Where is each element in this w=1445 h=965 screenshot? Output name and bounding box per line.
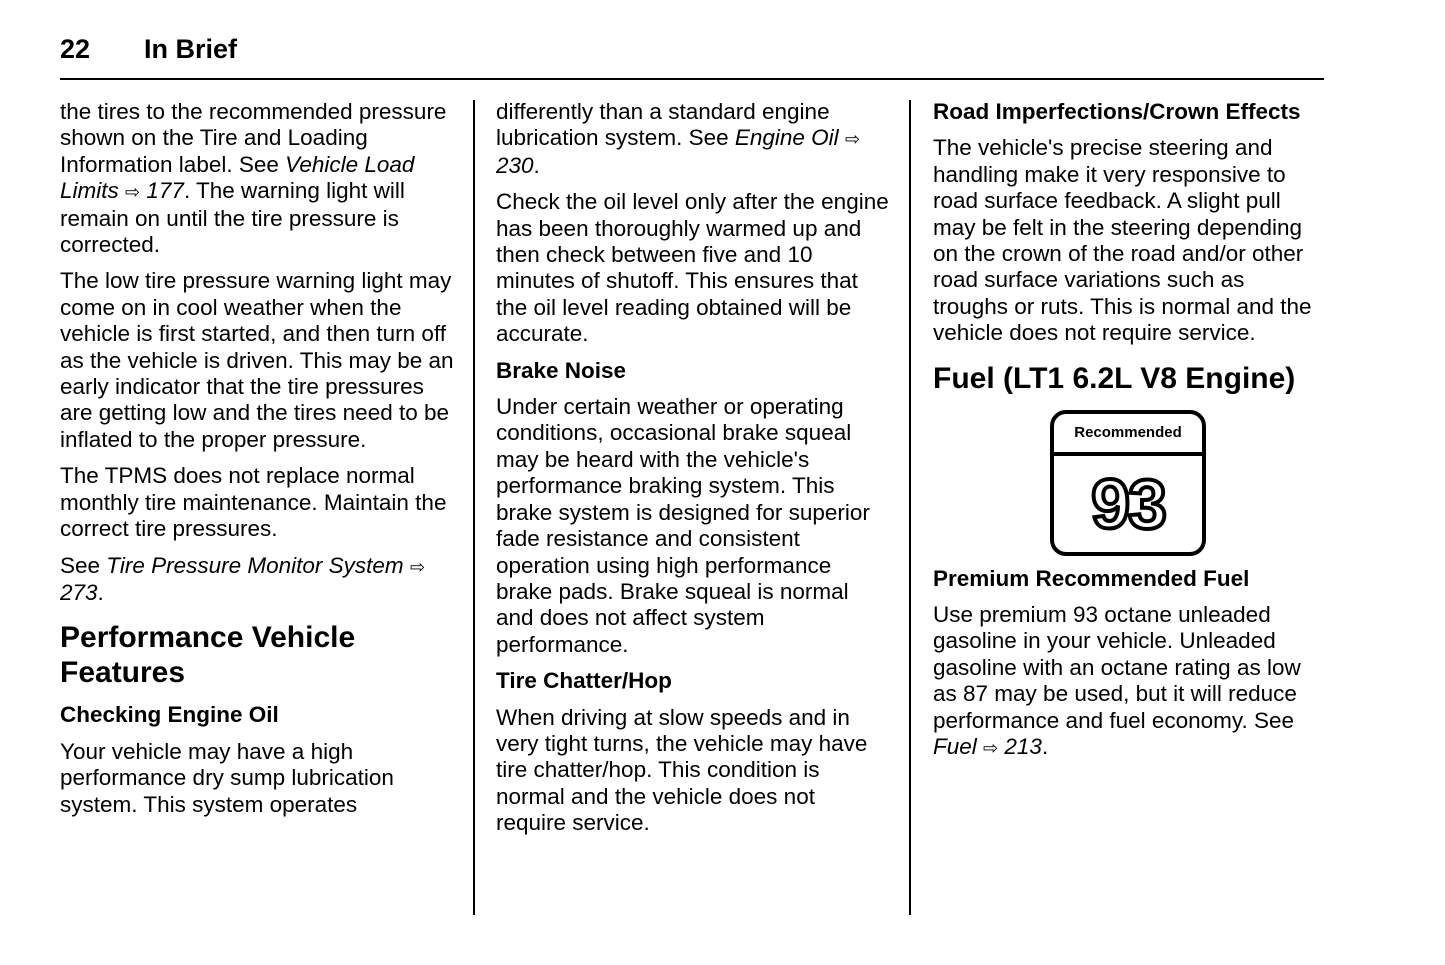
cross-reference-link[interactable]: Fuel: [933, 734, 977, 760]
header-rule: [60, 78, 1324, 80]
badge-label: Recommended: [1074, 423, 1182, 441]
column-divider: [909, 100, 911, 915]
paragraph: Your vehicle may have a high performance dry sump lubrication system. This system operates: [60, 738, 394, 817]
paragraph: See Tire Pressure Monitor System ⇨ 273.: [60, 552, 426, 605]
column-divider: [473, 100, 475, 915]
page-header: [60, 34, 237, 65]
page-reference[interactable]: 273: [60, 579, 98, 605]
column-3: [933, 99, 1325, 772]
paragraph: The low tire pressure warning light may come on in cool weather when the vehicle is first started, and then turn off as the vehicle is driven. This may be an early indicator that the tire pressures are getting low and the tires need to be inflated to the proper pressure.: [60, 268, 454, 452]
paragraph: the tires to the recommended pressure shown on the Tire and Loading Information label. See Vehicle Load Limits ⇨ 177. The warning light will remain on until the tire pressure is corrected.: [60, 99, 447, 258]
fuel-octane-badge: [1050, 410, 1206, 556]
badge-divider: [1054, 452, 1202, 456]
paragraph: The vehicle's precise steering and handling make it very responsive to road surface feedback. A slight pull may be felt in the steering depending on the crown of the road and/or other road surface variations such as troughs or ruts. This is normal and the vehicle does not require service.: [933, 135, 1312, 346]
subsection-heading: Road Imperfections/Crown Effects: [933, 99, 1301, 124]
column-2: [496, 99, 891, 847]
section-heading: Performance Vehicle Features: [60, 621, 356, 690]
section-title: In Brief: [144, 34, 238, 64]
page-reference[interactable]: 177: [146, 178, 184, 204]
subsection-heading: Premium Recommended Fuel: [933, 565, 1250, 591]
subsection-heading: Tire Chatter/Hop: [496, 668, 672, 694]
arrow-icon: ⇨: [409, 556, 426, 577]
paragraph: differently than a standard engine lubrication system. See Engine Oil ⇨ 230.: [496, 99, 861, 178]
page-reference[interactable]: 230: [496, 152, 534, 178]
paragraph: Use premium 93 octane unleaded gasoline in your vehicle. Unleaded gasoline with an octane rating as low as 87 may be used, but it will reduce performance and fuel economy. See Fuel ⇨ 213.: [933, 602, 1301, 760]
paragraph: When driving at slow speeds and in very tight turns, the vehicle may have tire chatter/hop. This condition is normal and the vehicle does not require service.: [496, 704, 868, 836]
cross-reference-link[interactable]: Vehicle Load Limits: [60, 151, 415, 204]
subsection-heading: Checking Engine Oil: [60, 702, 279, 728]
subsection-heading: Brake Noise: [496, 357, 627, 383]
cross-reference-link[interactable]: Tire Pressure Monitor System: [106, 552, 404, 578]
octane-value: 93: [1091, 464, 1165, 543]
column-1: [60, 99, 455, 828]
arrow-icon: ⇨: [125, 182, 141, 203]
arrow-icon: ⇨: [844, 129, 861, 150]
page-reference[interactable]: 213: [1004, 734, 1042, 760]
cross-reference-link[interactable]: Engine Oil: [734, 125, 839, 151]
page-number: 22: [60, 34, 91, 64]
paragraph: Under certain weather or operating conditions, occasional brake squeal may be heard with the vehicle's performance braking system. This brake system is designed for superior fade resistance and consistent operation using high performance brake pads. Brake squeal is normal and does not affect system performance.: [496, 394, 870, 657]
paragraph: The TPMS does not replace normal monthly tire maintenance. Maintain the correct tire pressures.: [60, 463, 447, 542]
paragraph: Check the oil level only after the engine has been thoroughly warmed up and then check between five and 10 minutes of shutoff. This ensures that the oil level reading obtained will be accurate.: [496, 189, 889, 347]
arrow-icon: ⇨: [983, 738, 999, 759]
section-heading: Fuel (LT1 6.2L V8 Engine): [933, 361, 1296, 395]
